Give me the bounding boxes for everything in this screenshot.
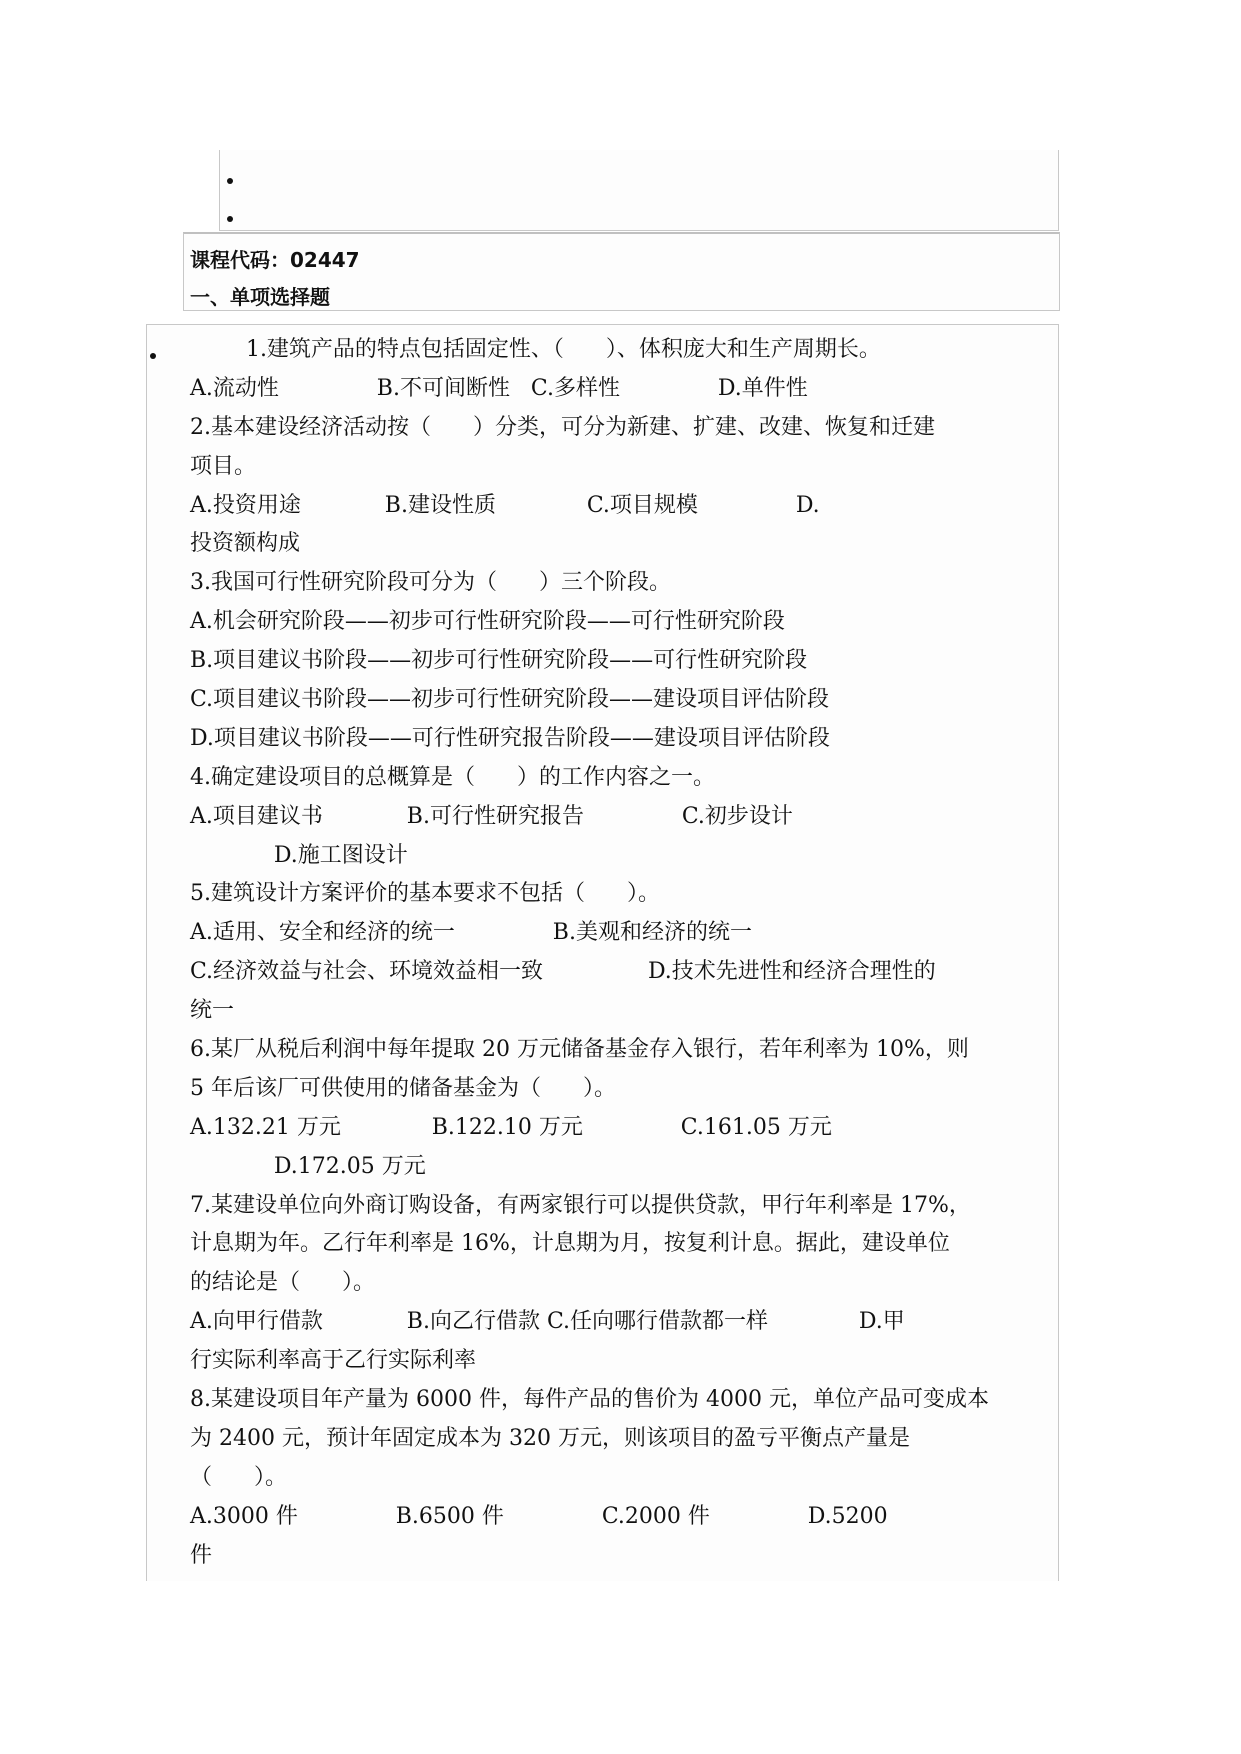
list-bullet bbox=[150, 353, 156, 359]
text-line: B.项目建议书阶段——初步可行性研究阶段——可行性研究阶段 bbox=[190, 648, 808, 674]
text-line: A.投资用途 B.建设性质 C.项目规模 D. bbox=[190, 492, 820, 518]
question-box bbox=[146, 324, 1059, 1581]
text-line: 项目。 bbox=[190, 453, 257, 479]
text-line: 5 年后该厂可供使用的储备基金为（ ）。 bbox=[190, 1075, 616, 1101]
text-line: 6.某厂从税后利润中每年提取 20 万元储备基金存入银行，若年利率为 10%，则 bbox=[190, 1037, 969, 1063]
text-line: 件 bbox=[190, 1542, 213, 1568]
text-line: 2.基本建设经济活动按（ ）分类，可分为新建、扩建、改建、恢复和迁建 bbox=[190, 414, 935, 440]
top-list-box bbox=[219, 150, 1059, 231]
text-line: D.项目建议书阶段——可行性研究报告阶段——建设项目评估阶段 bbox=[190, 725, 830, 751]
text-line: 4.确定建设项目的总概算是（ ）的工作内容之一。 bbox=[190, 764, 715, 790]
text-line: 投资额构成 bbox=[190, 531, 301, 557]
text-line: 1.建筑产品的特点包括固定性、（ ）、体积庞大和生产周期长。 bbox=[190, 337, 881, 362]
text-line: 的结论是（ ）。 bbox=[190, 1270, 375, 1296]
section-title: 一、单项选择题 bbox=[190, 285, 330, 309]
text-line: 计息期为年。乙行年利率是 16%，计息期为月，按复利计息。据此，建设单位 bbox=[190, 1231, 950, 1257]
text-line: D.172.05 万元 bbox=[190, 1153, 426, 1179]
text-line: 为 2400 元，预计年固定成本为 320 万元，则该项目的盈亏平衡点产量是 bbox=[190, 1425, 910, 1451]
text-line: C.项目建议书阶段——初步可行性研究阶段——建设项目评估阶段 bbox=[190, 687, 830, 713]
question-content bbox=[190, 331, 1052, 1576]
text-line: A.适用、安全和经济的统一 B.美观和经济的统一 bbox=[190, 920, 752, 946]
text-line: 统一 bbox=[190, 998, 235, 1024]
text-line: 3.我国可行性研究阶段可分为（ ）三个阶段。 bbox=[190, 570, 671, 596]
text-line: D.施工图设计 bbox=[190, 842, 408, 868]
list-bullet bbox=[227, 216, 233, 222]
text-line: A.向甲行借款 B.向乙行借款 C.任向哪行借款都一样 D.甲 bbox=[190, 1309, 905, 1335]
text-line: 8.某建设项目年产量为 6000 件，每件产品的售价为 4000 元，单位产品可变成本 bbox=[190, 1387, 989, 1413]
text-line: A.项目建议书 B.可行性研究报告 C.初步设计 bbox=[190, 803, 793, 829]
text-line: C.经济效益与社会、环境效益相一致 D.技术先进性和经济合理性的 bbox=[190, 959, 936, 985]
course-code: 课程代码：02447 bbox=[190, 248, 360, 272]
text-line: A.3000 件 B.6500 件 C.2000 件 D.5200 bbox=[190, 1503, 888, 1529]
list-bullet bbox=[227, 178, 233, 184]
text-line: 7.某建设单位向外商订购设备，有两家银行可以提供贷款，甲行年利率是 17%， bbox=[190, 1192, 971, 1218]
header-box bbox=[183, 232, 1060, 311]
text-line: A.132.21 万元 B.122.10 万元 C.161.05 万元 bbox=[190, 1114, 832, 1140]
text-line: A.流动性 B.不可间断性 C.多样性 D.单件性 bbox=[190, 375, 808, 401]
text-line: A.机会研究阶段——初步可行性研究阶段——可行性研究阶段 bbox=[190, 609, 785, 635]
text-line: 5.建筑设计方案评价的基本要求不包括（ ）。 bbox=[190, 881, 660, 907]
text-line: （ ）。 bbox=[190, 1464, 287, 1490]
text-line: 行实际利率高于乙行实际利率 bbox=[190, 1348, 477, 1374]
